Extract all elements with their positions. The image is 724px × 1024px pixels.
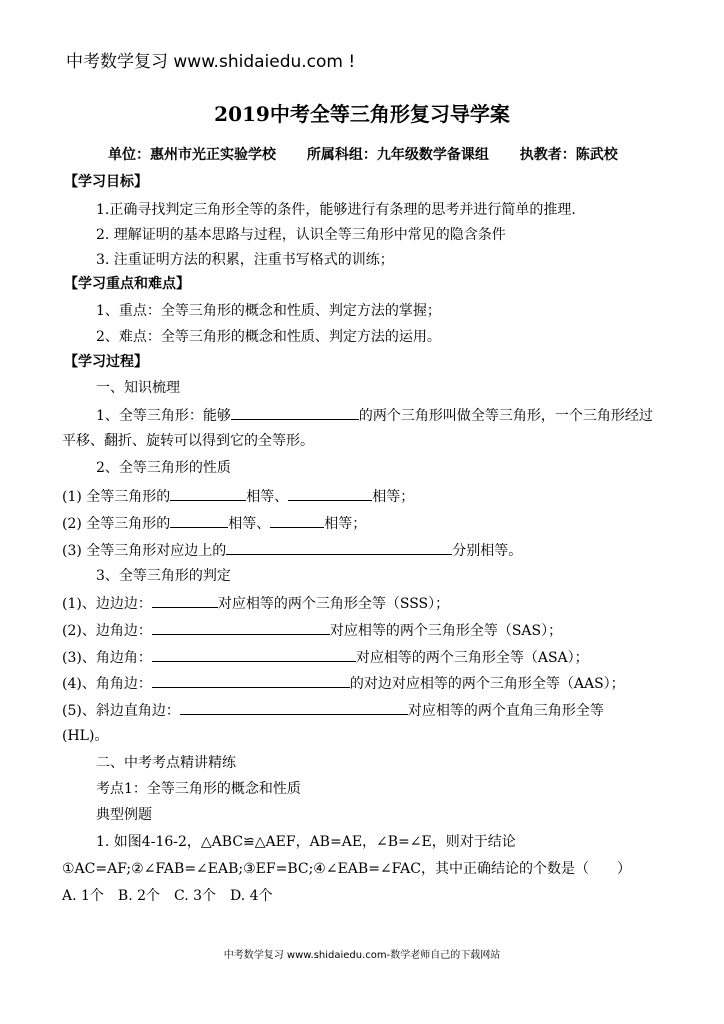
question-line: ①AC=AF;②∠FAB=∠EAB;③EF=BC;④∠EAB=∠FAC，其中正确结论的个数是（ ） [62, 861, 631, 877]
answer-blank[interactable] [270, 515, 324, 528]
subsection-heading: 3、全等三角形的判定 [96, 568, 231, 584]
answer-blank[interactable] [152, 649, 356, 662]
property-text: (2) 全等三角形的 [62, 516, 171, 532]
info-group: 所属科组：九年级数学备课组 [306, 147, 489, 163]
criterion-line [62, 622, 562, 638]
criterion-line [62, 595, 449, 611]
criterion-line [62, 675, 625, 691]
page-header: 中考数学复习 www.shidaiedu.com ! [66, 52, 356, 72]
criterion-text: (1)、边边边： [62, 596, 152, 612]
example-heading: 典型例题 [96, 807, 152, 823]
subsection-heading: 2、全等三角形的性质 [96, 460, 231, 476]
answer-blank[interactable] [226, 542, 452, 555]
answer-options: A. 1个 B. 2个 C. 3个 D. 4个 [62, 888, 273, 904]
section-heading: 二、中考考点精讲精练 [96, 755, 236, 771]
focus-item: 1、重点：全等三角形的概念和性质、判定方法的掌握； [96, 303, 441, 319]
section-heading: 一、知识梳理 [96, 380, 180, 396]
goals-heading: 【学习目标】 [64, 174, 148, 190]
question-line: 1. 如图4-16-2，△ABC≌△AEF，AB=AE，∠B=∠E，则对于结论 [96, 834, 516, 850]
criterion-text: 对应相等的两个三角形全等（SSS）； [217, 596, 450, 612]
criterion-text: (3)、角边角： [62, 650, 152, 666]
answer-blank[interactable] [152, 622, 330, 635]
definition-text: 的两个三角形叫做全等三角形，一个三角形经过 [358, 408, 653, 424]
answer-blank[interactable] [152, 595, 218, 608]
page-footer: 中考数学复习 www.shidaiedu.com-数学老师自己的下载网站 [223, 950, 501, 961]
criterion-text: (2)、边角边： [62, 623, 152, 639]
criterion-text: 对应相等的两个直角三角形全等 [407, 703, 604, 719]
property-text: 分别相等。 [452, 543, 523, 559]
answer-blank[interactable] [288, 488, 372, 501]
key-point-heading: 考点1：全等三角形的概念和性质 [96, 781, 301, 797]
definition-line [96, 407, 653, 423]
goal-item: 2. 理解证明的基本思路与过程，认识全等三角形中常见的隐含条件 [96, 227, 506, 243]
criterion-line [62, 702, 604, 718]
property-text: (3) 全等三角形对应边上的 [62, 543, 227, 559]
definition-text: 1、全等三角形：能够 [96, 408, 231, 424]
info-teacher: 执教者：陈武校 [519, 147, 618, 163]
property-text: 相等； [372, 489, 415, 505]
property-text: (1) 全等三角形的 [62, 489, 171, 505]
property-text: 相等、 [246, 489, 289, 505]
answer-blank[interactable] [152, 675, 350, 688]
info-unit: 单位：惠州市光正实验学校 [108, 147, 276, 163]
page-title: 2019中考全等三角形复习导学案 [214, 102, 510, 126]
criterion-text: 的对边对应相等的两个三角形全等（AAS）； [349, 676, 625, 692]
goal-item: 3. 注重证明方法的积累，注重书写格式的训练； [96, 252, 394, 268]
criterion-text: 对应相等的两个三角形全等（SAS）； [329, 623, 563, 639]
criterion-line: (HL)。 [62, 728, 109, 744]
answer-blank[interactable] [180, 702, 408, 715]
property-line [62, 542, 522, 558]
info-line [108, 148, 644, 162]
property-text: 相等、 [228, 516, 271, 532]
criterion-text: (5)、斜边直角边： [62, 703, 180, 719]
criterion-text: (4)、角角边： [62, 676, 152, 692]
answer-blank[interactable] [170, 515, 228, 528]
process-heading: 【学习过程】 [64, 354, 148, 370]
property-text: 相等； [324, 516, 367, 532]
answer-blank[interactable] [231, 407, 359, 420]
property-line [62, 515, 366, 531]
goal-item: 1.正确寻找判定三角形全等的条件，能够进行有条理的思考并进行简单的推理. [96, 202, 576, 218]
focus-item: 2、难点：全等三角形的概念和性质、判定方法的运用。 [96, 329, 441, 345]
criterion-text: 对应相等的两个三角形全等（ASA）； [355, 650, 589, 666]
definition-line: 平移、翻折、旋转可以得到它的全等形。 [62, 433, 314, 449]
criterion-line [62, 649, 589, 665]
answer-blank[interactable] [170, 488, 246, 501]
property-line [62, 488, 414, 504]
focus-heading: 【学习重点和难点】 [64, 276, 190, 292]
